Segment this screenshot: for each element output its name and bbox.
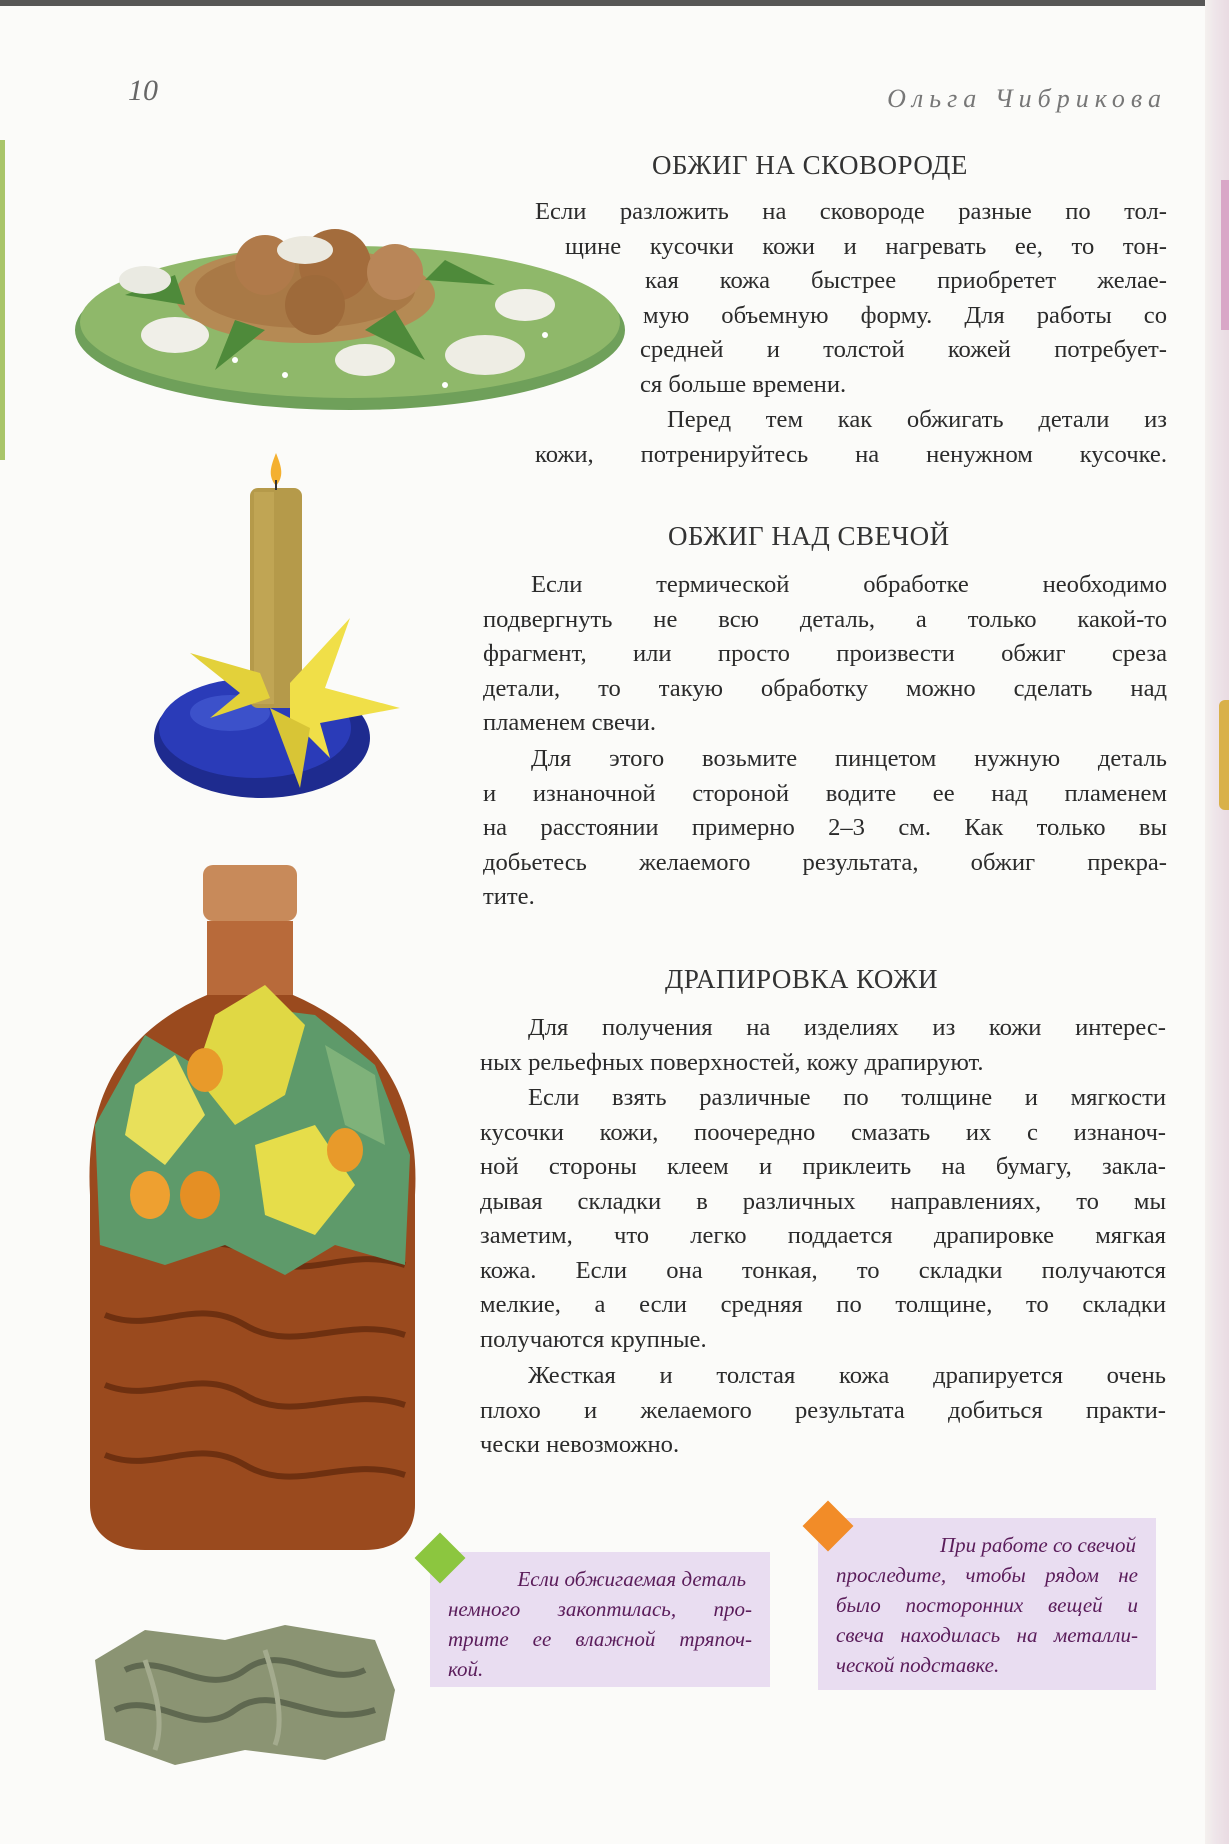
frying-pan-illustration [65, 210, 625, 420]
text-line: щине кусочки кожи и нагревать ее, то тон- [565, 232, 1167, 260]
text-line: Если взять различные по толщине и мягкости [528, 1084, 1166, 1111]
running-header-author: Ольга Чибрикова [887, 84, 1167, 113]
candle-illustration [150, 458, 410, 818]
tip-line: было посторонних вещей и [836, 1593, 1138, 1617]
text-line: кая кожа быстрее приобретет желае- [645, 267, 1167, 294]
text-line: фрагмент, или просто произвести обжиг среза [483, 640, 1167, 667]
text-line: кусочки кожи, поочередно смазать их с изнаноч- [480, 1118, 1166, 1146]
text-line: пламенем свечи. [483, 709, 656, 736]
tip-box-soot [430, 1552, 770, 1687]
tip-line: кой. [448, 1657, 484, 1681]
text-line: получаются крупные. [480, 1325, 707, 1353]
text-line: средней и толстой кожей потребует- [640, 336, 1167, 363]
page-number: 10 [128, 74, 158, 107]
text-line: кожи, потренируйтесь на ненужном кусочке. [535, 440, 1167, 468]
text-line: кожа. Если она тонкая, то складки получаются [480, 1256, 1166, 1284]
text-line: подвергнуть не всю деталь, а только какой-то [483, 605, 1167, 633]
text-line: чески невозможно. [480, 1431, 680, 1458]
text-line: дывая складки в различных направлениях, то мы [480, 1187, 1166, 1215]
text-line: ной стороны клеем и приклеить на бумагу, закла- [480, 1153, 1166, 1180]
text-line: Перед тем как обжигать детали из [667, 406, 1167, 433]
page-tab-pink [1221, 180, 1229, 330]
scan-left-edge [0, 140, 5, 460]
text-line: добьетесь желаемого результата, обжиг прекра- [483, 848, 1167, 876]
page-tab-gold [1219, 700, 1229, 810]
paragraph-draping-3 [480, 1359, 1166, 1463]
tip-line: проследите, чтобы рядом не [836, 1563, 1138, 1587]
paragraph-draping-2 [480, 1081, 1166, 1357]
tip-line: трите ее влажной тряпоч- [448, 1627, 752, 1651]
text-line: ся больше времени. [640, 370, 847, 398]
text-line: Если термической обработке необходимо [531, 571, 1167, 598]
paragraph-candle-1 [483, 568, 1167, 741]
text-line: мелкие, а если средняя по толщине, то складки [480, 1291, 1166, 1318]
paragraph-pan-2 [535, 403, 1167, 472]
text-line: на расстоянии примерно 2–3 см. Как только вы [483, 814, 1167, 841]
draped-leather-illustration [85, 1620, 405, 1770]
tip-line: ческой подставке. [836, 1653, 1000, 1677]
paragraph-candle-2 [483, 742, 1167, 915]
tip-line: При работе со свечой [940, 1533, 1136, 1557]
text-line: детали, то такую обработку можно сделать над [483, 674, 1167, 702]
tip-box-candle-safety [818, 1518, 1156, 1690]
section-title-draping: ДРАПИРОВКА КОЖИ [665, 964, 938, 994]
text-line: мую объемную форму. Для работы со [643, 301, 1167, 329]
text-line: ных рельефных поверхностей, кожу драпируют. [480, 1048, 984, 1076]
bottle-illustration [85, 865, 425, 1555]
text-line: Если разложить на сковороде разные по тол- [535, 198, 1167, 225]
text-line: Для получения на изделиях из кожи интерес- [528, 1014, 1166, 1041]
tip-line: Если обжигаемая деталь [517, 1567, 746, 1591]
text-line: тите. [483, 883, 535, 910]
text-line: Жесткая и толстая кожа драпируется очень [528, 1362, 1166, 1389]
paragraph-draping-1 [480, 1011, 1166, 1080]
section-title-candle: ОБЖИГ НАД СВЕЧОЙ [668, 521, 950, 551]
paragraph-pan-1 [535, 195, 1167, 402]
text-line: заметим, что легко поддается драпировке мягкая [480, 1222, 1166, 1249]
scan-top-edge [0, 0, 1229, 6]
text-line: Для этого возьмите пинцетом нужную деталь [531, 745, 1167, 772]
tip-line: свеча находилась на металли- [836, 1623, 1138, 1647]
tip-line: немного закоптилась, про- [448, 1597, 752, 1621]
section-title-pan: ОБЖИГ НА СКОВОРОДЕ [652, 150, 968, 180]
text-line: и изнаночной стороной водите ее над пламенем [483, 779, 1167, 807]
text-line: плохо и желаемого результата добиться практи- [480, 1396, 1166, 1424]
